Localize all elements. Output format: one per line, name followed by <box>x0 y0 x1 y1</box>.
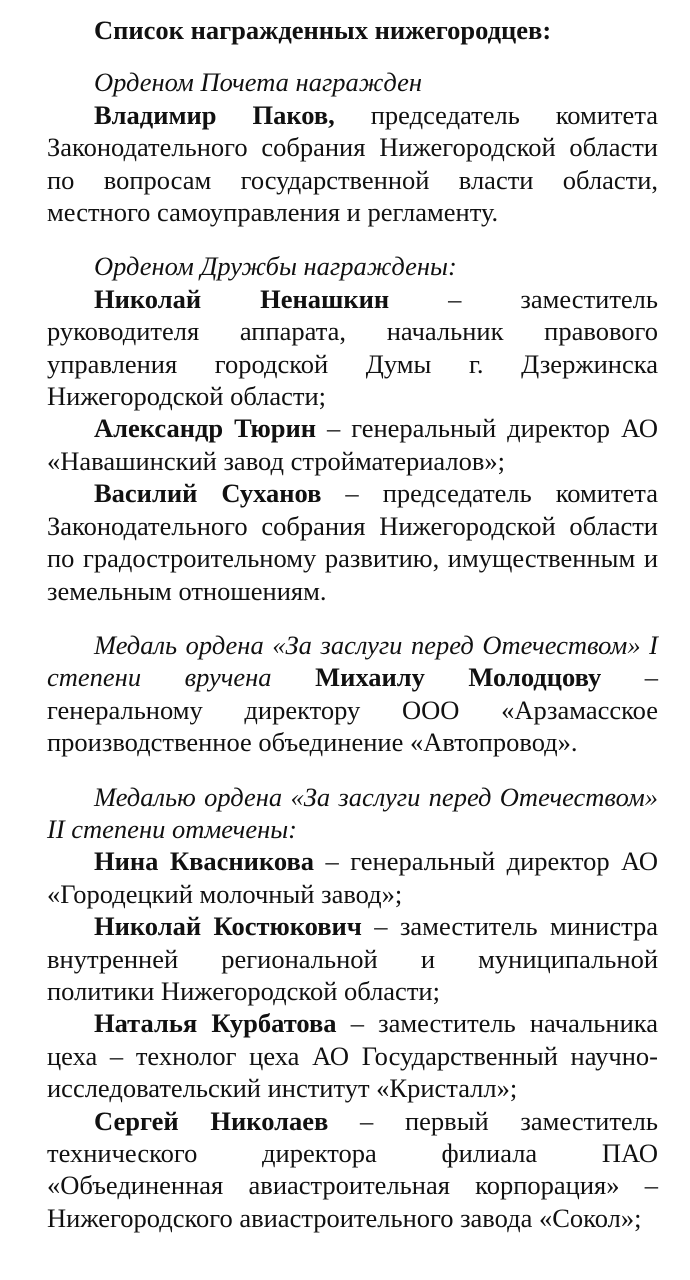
recipient-name: Александр Тюрин <box>94 413 316 444</box>
recipient-description: – генеральный директор АО «Городецкий молочный завод»; <box>47 846 659 909</box>
recipient-name: Наталья Курбатова <box>94 1008 337 1039</box>
recipient-name: Сергей Николаев <box>94 1105 329 1136</box>
section-order-of-friendship <box>47 250 658 606</box>
recipient-description: – генеральному директору ООО «Арзамасское производственное объединение «Автопровод». <box>47 662 658 758</box>
section-heading: Орденом Почета награжден <box>94 67 423 98</box>
award-entry <box>47 412 658 477</box>
award-entry <box>47 283 658 413</box>
section-heading: Медалью ордена «За заслуги перед Отечеством» II степени отмечены: <box>47 781 658 844</box>
section-heading <box>47 629 658 759</box>
section-medal-first-degree <box>47 629 658 759</box>
recipient-name: Нина Квасникова <box>94 846 315 877</box>
award-entry <box>47 1105 658 1235</box>
section-medal-second-degree <box>47 781 658 1235</box>
recipient-description: – генеральный директор АО «Навашинский завод стройматериалов»; <box>47 413 658 476</box>
recipient-description: – первый заместитель технического директора филиала ПАО «Объединенная авиастроительная корпорация» – Нижегородского авиастроительного завода «Сокол»; <box>47 1105 658 1233</box>
award-entry <box>47 1007 658 1104</box>
document-title: Список награжденных нижегородцев: <box>94 15 552 45</box>
recipient-name: Владимир Паков, <box>94 99 335 130</box>
section-heading: Орденом Дружбы награждены: <box>94 251 457 282</box>
recipient-name: Николай Костюкович <box>94 911 362 942</box>
recipient-name: Михаилу Молодцову <box>315 662 602 693</box>
award-entry <box>47 910 658 1007</box>
recipient-description: – заместитель начальника цеха – технолог цеха АО Государственный научно-исследовательский институт «Кристалл»; <box>47 1008 658 1104</box>
recipient-description: – заместитель министра внутренней региональной и муниципальной политики Нижегородской области; <box>47 911 659 1006</box>
recipient-name: Николай Ненашкин <box>94 283 390 314</box>
award-entry <box>47 99 658 229</box>
recipient-description: – заместитель руководителя аппарата, начальник правового управления городской Думы г. Дзержинска Нижегородской области; <box>47 283 658 412</box>
heading-prefix: Медаль ордена «За заслуги перед Отечеством» I степени вручена <box>47 629 658 693</box>
recipient-description: – председатель комитета Законодательного собрания Нижегородской области по градостроительному развитию, имущественным и земельным отношениям. <box>47 478 658 606</box>
recipient-name: Василий Суханов <box>94 478 322 509</box>
award-entry <box>47 845 658 910</box>
recipient-description: председатель комитета Законодательного собрания Нижегородской области по вопросам государственной власти области, местного самоуправления и регламенту. <box>47 99 658 228</box>
award-entry <box>47 477 658 607</box>
section-order-of-honor <box>47 66 658 228</box>
